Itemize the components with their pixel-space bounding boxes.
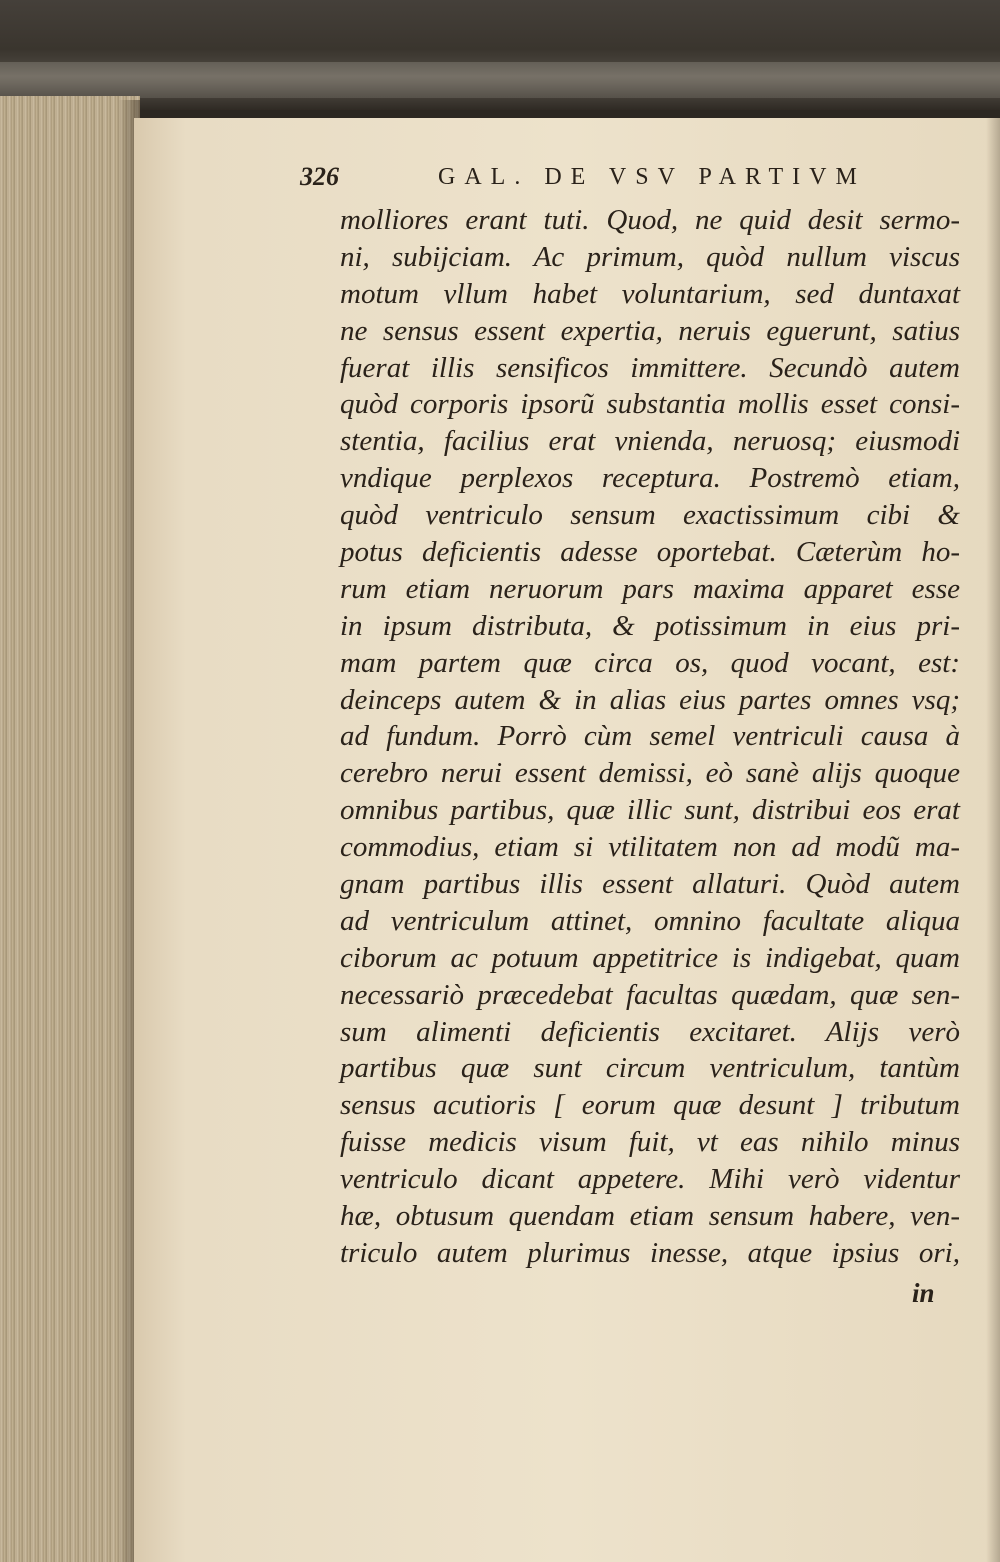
text-line: sensus acutioris [ eorum quæ desunt ] tributum bbox=[340, 1089, 960, 1122]
running-title: GAL. DE VSV PARTIVM bbox=[438, 164, 866, 190]
text-line: ad ventriculum attinet, omnino facultate aliqua bbox=[340, 904, 960, 937]
text-line: ni, subijciam. Ac primum, quòd nullum viscus bbox=[340, 240, 960, 273]
text-line: commodius, etiam si vtilitatem non ad modũ ma- bbox=[340, 831, 960, 864]
text-line: omnibus partibus, quæ illic sunt, distribui eos erat bbox=[340, 794, 960, 827]
text-line: ne sensus essent expertia, neruis eguerunt, satius bbox=[340, 314, 960, 347]
text-line: fuerat illis sensificos immittere. Secundò autem bbox=[340, 351, 960, 384]
text-line: partibus quæ sunt circum ventriculum, tantùm bbox=[340, 1052, 960, 1085]
text-line: motum vllum habet voluntarium, sed duntaxat bbox=[340, 277, 960, 310]
catchword: in bbox=[912, 1278, 935, 1308]
text-line: potus deficientis adesse oportebat. Cæterùm ho- bbox=[340, 536, 960, 569]
text-line: molliores erant tuti. Quod, ne quid desit sermo- bbox=[340, 204, 960, 236]
text-line: cerebro nerui essent demissi, eò sanè alijs quoque bbox=[340, 757, 960, 790]
body-text bbox=[340, 202, 960, 1272]
page-edge-shadow bbox=[986, 118, 1000, 1562]
text-line: ciborum ac potuum appetitrice is indigebat, quam bbox=[340, 941, 960, 974]
text-line: stentia, facilius erat vnienda, neruosq; eiusmodi bbox=[340, 425, 960, 458]
text-line: vndique perplexos receptura. Postremò etiam, bbox=[340, 462, 960, 495]
page-number: 326 bbox=[300, 162, 339, 191]
text-line: quòd ventriculo sensum exactissimum cibi & bbox=[340, 499, 960, 532]
text-line: ventriculo dicant appetere. Mihi verò videntur bbox=[340, 1163, 960, 1196]
text-line: ad fundum. Porrò cùm semel ventriculi causa à bbox=[340, 720, 960, 753]
text-line: gnam partibus illis essent allaturi. Quòd autem bbox=[340, 868, 960, 901]
text-line: triculo autem plurimus inesse, atque ipsius ori, bbox=[340, 1236, 960, 1269]
text-line: quòd corporis ipsorũ substantia mollis esset consi- bbox=[340, 388, 960, 421]
text-line: in ipsum distributa, & potissimum in eius pri- bbox=[340, 609, 960, 642]
text-line: mam partem quæ circa os, quod vocant, est: bbox=[340, 646, 960, 679]
running-head bbox=[300, 160, 900, 196]
text-line: fuisse medicis visum fuit, vt eas nihilo minus bbox=[340, 1126, 960, 1159]
text-line: hæ, obtusum quendam etiam sensum habere, ven- bbox=[340, 1200, 960, 1233]
book-binding-band bbox=[0, 62, 1000, 98]
text-line: sum alimenti deficientis excitaret. Alijs verò bbox=[340, 1015, 960, 1048]
text-line: necessariò præcedebat facultas quædam, quæ sen- bbox=[340, 978, 960, 1011]
text-line: deinceps autem & in alias eius partes omnes vsq; bbox=[340, 683, 960, 716]
text-line: rum etiam neruorum pars maxima apparet esse bbox=[340, 572, 960, 605]
